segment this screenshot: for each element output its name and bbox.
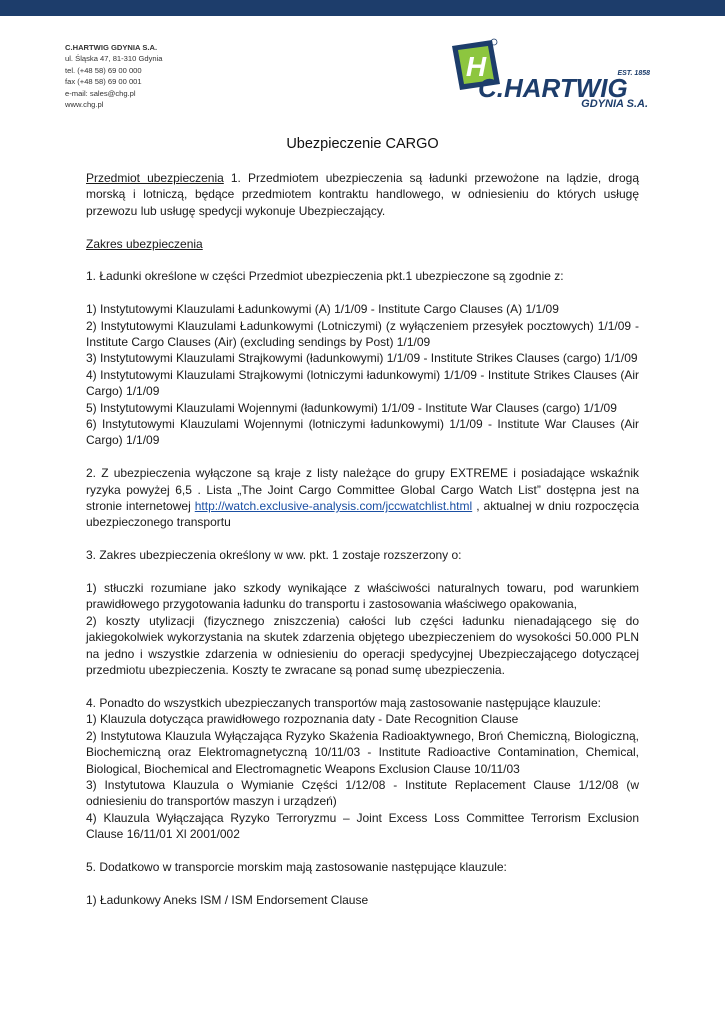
company-address: ul. Śląska 47, 81-310 Gdynia (65, 54, 163, 64)
subject-text: 1. Przedmiotem ubezpieczenia są ładunki przewożone na lądzie, drogą morską i lotniczą, będące przedmiotem kontraktu handlowego, w odniesieniu do których usługę przewozu lub usługę spedycji wykonuje Ubezpieczający. (86, 171, 639, 218)
exclusion-text: 2. Z ubezpieczenia wyłączone są kraje z listy należące do grupy EXTREME i posiadające wskaźnik ryzyka powyżej 6,5 . Lista „The Joint Cargo Committee Global Cargo Watch List” dostępna jest na stronie internetowej (86, 466, 639, 514)
scope-point-1: 1. Ładunki określone w części Przedmiot ubezpieczenia pkt.1 ubezpieczone są zgodnie z: (86, 269, 564, 284)
document-body (86, 170, 639, 908)
clause-item: 4) Instytutowymi Klauzulami Strajkowymi (lotniczymi ładunkowymi) 1/1/09 - Institute Strikes Clauses (Air Cargo) 1/1/09 (86, 367, 639, 399)
additional-clause-item: 3) Instytutowa Klauzula o Wymianie Części 1/12/08 - Institute Replacement Clause 1/12/08 (w odniesieniu do transportów maszyn i urządzeń) (86, 777, 639, 809)
extension-item: 2) koszty utylizacji (fizycznego zniszczenia) całości lub części ładunku nienadającego się do jakiegokolwiek wykorzystania na skutek zdarzenia objętego ubezpieczeniem do wysokości 50.000 PLN na jedno i wszystkie zdarzenia w odniesieniu do operacji spedycyjnej Ubezpieczającego dotyczącej przedmiotu ubezpieczenia. Koszty te zwracane są ponad sumę ubezpieczenia. (86, 613, 639, 678)
company-tel: tel. (+48 58) 69 00 000 (65, 65, 142, 75)
document-title: Ubezpieczenie CARGO (286, 136, 439, 152)
scope-point-3: 3. Zakres ubezpieczenia określony w ww. pkt. 1 zostaje rozszerzony o: (86, 548, 462, 563)
extension-item: 1) stłuczki rozumiane jako szkody wynikające z właściwości naturalnych towaru, pod warunkiem prawidłowego przygotowania ładunku do transportu i zastosowania właściwego opakowania, (86, 581, 639, 612)
watch-list-link[interactable]: http://watch.exclusive-analysis.com/jccwatchlist.html (194, 499, 473, 514)
logo-wordmark: C.HARTWIG (478, 73, 628, 103)
company-website: www.chg.pl (65, 100, 104, 110)
top-color-bar (0, 0, 725, 16)
logo-sub: GDYNIA S.A. (581, 98, 648, 108)
clause-item: 3) Instytutowymi Klauzulami Strajkowymi (ładunkowymi) 1/1/09 - Institute Strikes Clauses (cargo) 1/1/09 (86, 351, 638, 366)
company-email: e-mail: sales@chg.pl (65, 88, 136, 98)
clause-item: 5) Instytutowymi Klauzulami Wojennymi (ładunkowymi) 1/1/09 - Institute War Clauses (cargo) 1/1/09 (86, 400, 617, 415)
logo-h-letter: H (465, 51, 487, 82)
additional-clause-item: 4) Klauzula Wyłączająca Ryzyko Terroryzmu – Joint Excess Loss Committee Terrorism Exclusion Clause 16/11/01 Xl 2001/002 (86, 810, 639, 842)
scope-point-4: 4. Ponadto do wszystkich ubezpieczanych transportów mają zastosowanie następujące klauzule: (86, 695, 601, 710)
scope-point-2 (86, 465, 639, 531)
clause-item: 2) Instytutowymi Klauzulami Ładunkowymi (Lotniczymi) (z wyłączeniem przesyłek pocztowych) 1/1/09 - Institute Cargo Clauses (Air) (excluding sendings by Post) 1/1/09 (86, 318, 639, 350)
subject-heading: Przedmiot ubezpieczenia (86, 171, 224, 185)
sea-clause-item: 1) Ładunkowy Aneks ISM / ISM Endorsement Clause (86, 892, 369, 907)
logo-est: EST. 1858 (617, 70, 650, 77)
additional-clause-item: 1) Klauzula dotycząca prawidłowego rozpoznania daty - Date Recognition Clause (86, 712, 519, 727)
hartwig-h-logo (450, 36, 660, 108)
company-name: C.HARTWIG GDYNIA S.A. (65, 43, 158, 52)
exclusion-text-end: , aktualnej w dniu rozpoczęcia ubezpieczonego transportu (86, 499, 639, 530)
scope-point-5: 5. Dodatkowo w transporcie morskim mają zastosowanie następujące klauzule: (86, 859, 507, 874)
clause-item: 6) Instytutowymi Klauzulami Wojennymi (lotniczymi ładunkowymi) 1/1/09 - Institute War Clauses (Air Cargo) 1/1/09 (86, 417, 639, 448)
clause-item: 1) Instytutowymi Klauzulami Ładunkowymi (A) 1/1/09 - Institute Cargo Clauses (A) 1/1/09 (86, 302, 559, 317)
company-contact-block (65, 42, 163, 110)
scope-heading: Zakres ubezpieczenia (86, 236, 203, 251)
subject-paragraph (86, 170, 639, 219)
additional-clause-item: 2) Instytutowa Klauzula Wyłączająca Ryzyko Skażenia Radioaktywnego, Broń Chemiczną, Biologiczną, Biochemiczną oraz Elektromagnetyczną 10/11/03 - Institute Radioactive Contamination, Chemical, Biological, Biochemical and Electromagnetic Weapons Exclusion Clause 10/11/03 (86, 728, 639, 776)
company-fax: fax (+48 58) 69 00 001 (65, 77, 142, 87)
